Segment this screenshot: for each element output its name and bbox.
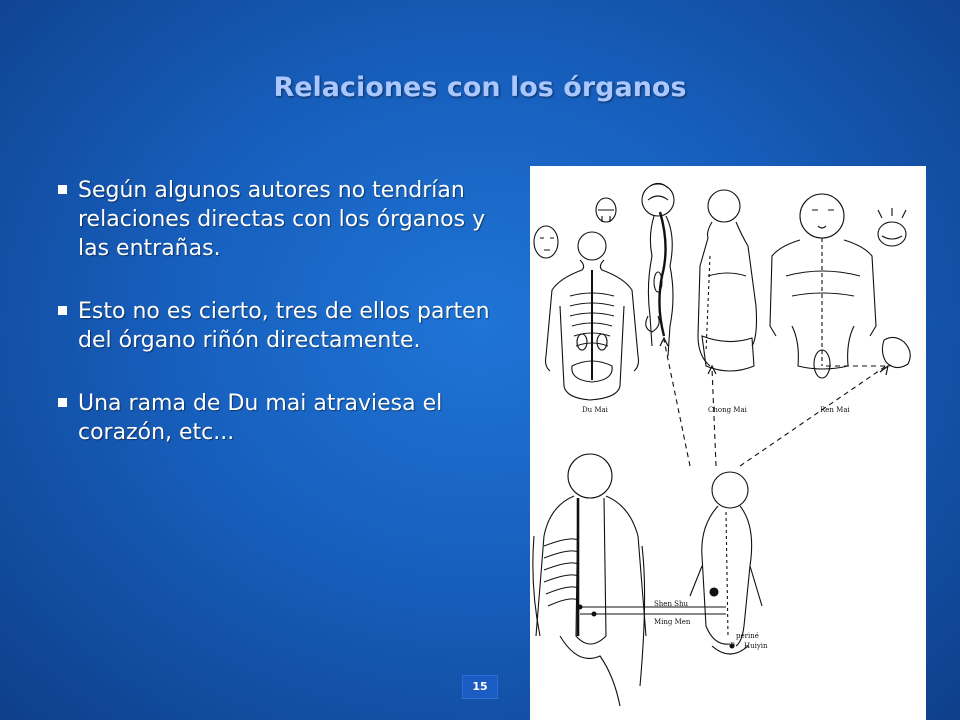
front-figure-ren-mai	[770, 194, 876, 378]
bullet-item	[58, 389, 498, 447]
back-skeleton-figure	[533, 454, 646, 706]
slide-title: Relaciones con los órganos	[273, 72, 687, 103]
label-perine: périné	[736, 632, 759, 640]
label-shen-shu: Shen Shu	[654, 600, 688, 608]
side-figure-spine	[642, 183, 674, 356]
small-head-right	[878, 208, 906, 246]
label-huiyin: Huiyin	[744, 642, 768, 650]
bullet-list	[58, 176, 498, 481]
side-figure-bottom	[690, 472, 762, 654]
bullet-text: Esto no es cierto, tres de ellos parten del órgano riñón directamente.	[78, 299, 490, 353]
label-ren-mai: Ren Mai	[820, 406, 850, 414]
bullet-text: Una rama de Du mai atraviesa el corazón, etc...	[78, 391, 443, 445]
label-du-mai: Du Mai	[582, 406, 608, 414]
anatomy-figure	[530, 166, 926, 720]
channel-arrows	[664, 340, 890, 466]
square-bullet-icon	[58, 185, 67, 194]
small-face	[534, 226, 558, 258]
square-bullet-icon	[58, 306, 67, 315]
front-figure-chong-mai	[698, 190, 757, 371]
label-ming-men: Ming Men	[654, 618, 691, 626]
label-p: P	[730, 642, 735, 650]
skull-small	[596, 198, 616, 222]
pelvis-detail	[882, 337, 910, 367]
anatomy-illustration	[530, 166, 926, 720]
bullet-item	[58, 176, 498, 263]
bullet-item	[58, 297, 498, 355]
label-chong-mai: Chong Mai	[708, 406, 747, 414]
bullet-text: Según algunos autores no tendrían relaciones directas con los órganos y las entrañas.	[78, 178, 486, 261]
back-figure-du-mai	[546, 232, 639, 400]
page-number: 15	[462, 675, 498, 699]
square-bullet-icon	[58, 398, 67, 407]
